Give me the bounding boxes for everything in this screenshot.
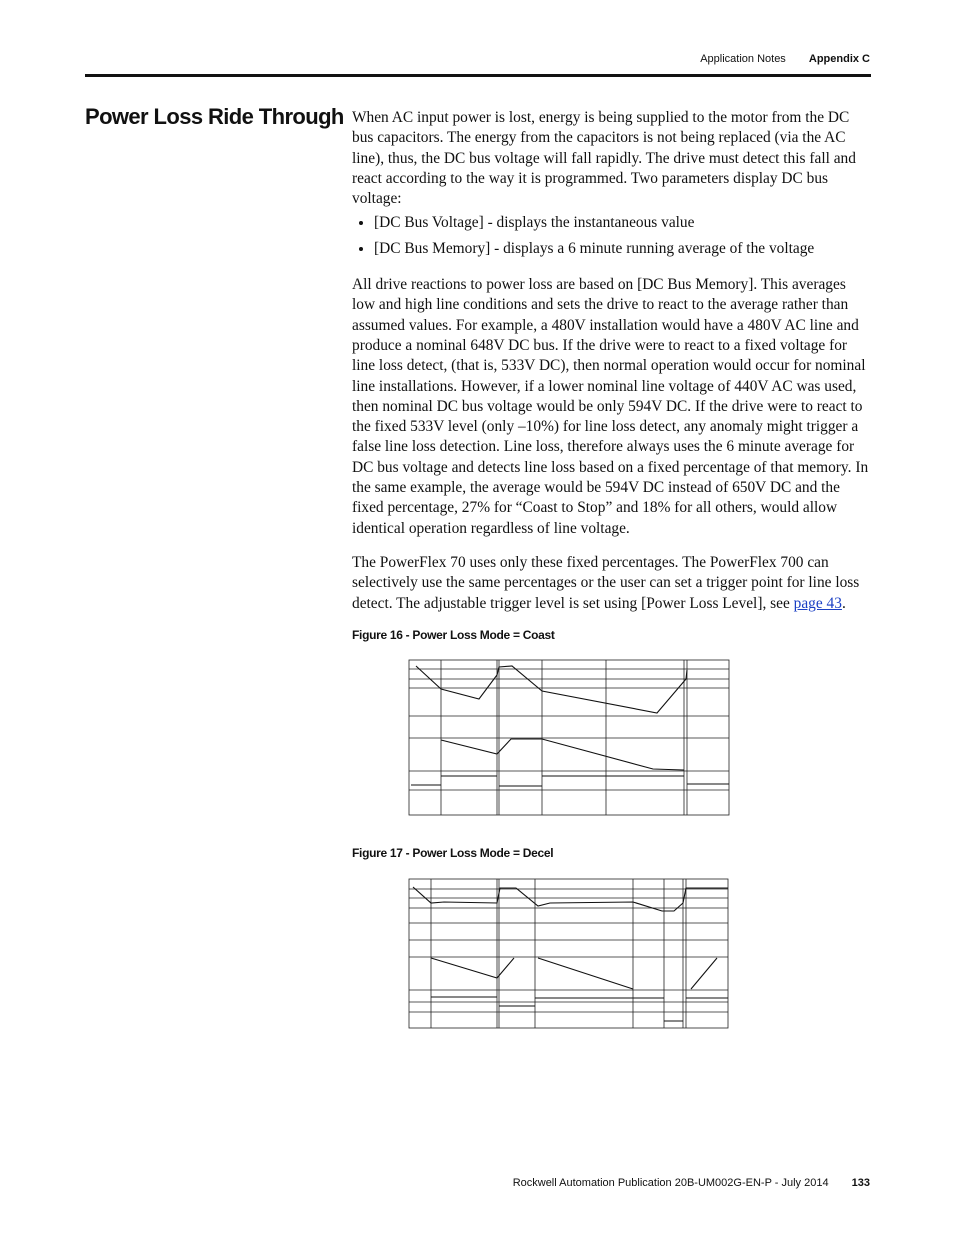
paragraph-dc-bus-memory: All drive reactions to power loss are based on [DC Bus Memory]. This averages low and high line conditions and sets the drive to react to the average rather than assumed values. For example, a 480V installation would have a 480V AC line and produce a nominal 648V DC bus. If the drive were to react to a fixed voltage for line loss detect, (that is, 533V DC), then normal operation would occur for nominal line installations. However, if a lower nominal line voltage of 440V AC was used, then nominal DC bus voltage would be only 594V DC. If the drive were to react to the fixed 533V level (only –10%) for line loss detect, any anomaly might trigger a false line loss detection. Line loss, therefore always uses the 6 minute average for DC bus voltage and detects line loss based on a fixed percentage of that memory. In the same example, the average would be 594V DC instead of 650V DC and the fixed percentage, 27% for “Coast to Stop” and 18% for all others, would allow identical operation regardless of line voltage. <box>352 276 869 537</box>
header-section: Application Notes <box>700 53 786 65</box>
figure-16-caption: Figure 16 - Power Loss Mode = Coast <box>352 628 555 642</box>
figure-17-caption: Figure 17 - Power Loss Mode = Decel <box>352 846 554 860</box>
figure-17-decel-diagram <box>408 878 730 1030</box>
bullet-dc-bus-voltage: • [DC Bus Voltage] - displays the instantaneous value <box>374 213 872 233</box>
footer-publication: Rockwell Automation Publication 20B-UM002G-EN-P - July 2014 <box>512 1177 829 1189</box>
figure-16-coast-diagram <box>408 659 731 817</box>
page-footer <box>513 1177 870 1189</box>
page-number: 133 <box>851 1177 870 1189</box>
running-header <box>700 53 870 65</box>
bullet-dc-bus-memory: • [DC Bus Memory] - displays a 6 minute running average of the voltage <box>374 239 872 259</box>
header-rule <box>85 74 871 77</box>
section-title: Power Loss Ride Through <box>85 104 344 129</box>
bullet-list <box>352 213 872 259</box>
header-appendix: Appendix C <box>808 53 870 65</box>
page-43-link[interactable]: page 43 <box>793 594 842 612</box>
paragraph-powerflex-end: . <box>841 594 846 612</box>
paragraph-powerflex <box>352 553 872 614</box>
paragraph-powerflex-text: The PowerFlex 70 uses only these fixed percentages. The PowerFlex 700 can selectively use the same percentages or the user can set a trigger point for line loss detect. The adjustable trigger level is set using [Power Loss Level], see <box>352 553 860 612</box>
body-text <box>352 108 872 614</box>
intro-paragraph: When AC input power is lost, energy is being supplied to the motor from the DC bus capacitors. The energy from the capacitors is not being replaced (via the AC line), thus, the DC bus voltage will fall rapidly. The drive must detect this fall and react according to the way it is programmed. Two parameters display DC bus voltage: <box>352 109 856 208</box>
